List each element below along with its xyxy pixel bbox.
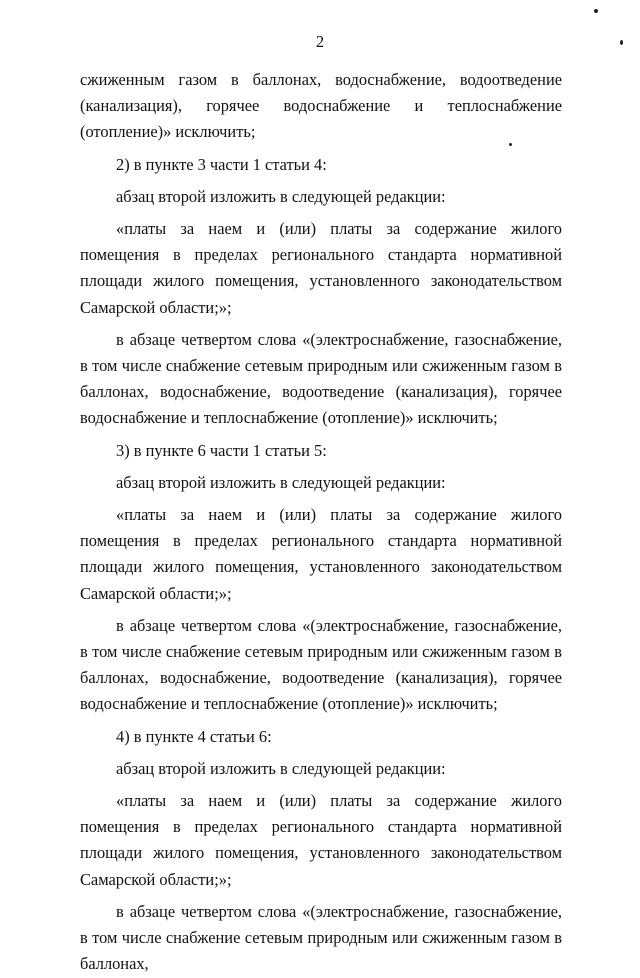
paragraph-instruction: абзац второй изложить в следующей редакции: — [116, 758, 446, 778]
page-number: 2 — [315, 32, 325, 51]
paragraph-quote: «платы за наем и (или) платы за содержание жилого помещения в пределах регионального стандарта нормативной площади жилого помещения, установленного законодательством Самарской области;»; — [80, 219, 562, 317]
paragraph-item-3: 3) в пункте 6 части 1 статьи 5: — [116, 440, 327, 460]
paragraph-quote: «платы за наем и (или) платы за содержание жилого помещения в пределах регионального стандарта нормативной площади жилого помещения, установленного законодательством Самарской области;»; — [80, 791, 562, 889]
paragraph-amendment: в абзаце четвертом слова «(электроснабжение, газоснабжение, в том числе снабжение сетевым природным или сжиженным газом в баллонах, — [80, 901, 562, 974]
paragraph-instruction: абзац второй изложить в следующей редакции: — [116, 186, 446, 206]
scan-speck-mark — [594, 9, 598, 13]
document-body — [80, 67, 562, 978]
paragraph-amendment: в абзаце четвертом слова «(электроснабжение, газоснабжение, в том числе снабжение сетевым природным или сжиженным газом в баллонах, водоснабжение, водоотведение (канализация), горячее водоснабжение и теплоснабжение (отопление)» исключить; — [80, 329, 562, 428]
paragraph-quote: «платы за наем и (или) платы за содержание жилого помещения в пределах регионального стандарта нормативной площади жилого помещения, установленного законодательством Самарской области;»; — [80, 505, 562, 603]
paragraph-item-4: 4) в пункте 4 статьи 6: — [116, 726, 272, 746]
paragraph-continuation: сжиженным газом в баллонах, водоснабжение, водоотведение (канализация), горячее водоснабжение и теплоснабжение (отопление)» исключить; — [80, 70, 562, 142]
paragraph-amendment: в абзаце четвертом слова «(электроснабжение, газоснабжение, в том числе снабжение сетевым природным или сжиженным газом в баллонах, водоснабжение, водоотведение (канализация), горячее водоснабжение и теплоснабжение (отопление)» исключить; — [80, 615, 562, 714]
paragraph-instruction: абзац второй изложить в следующей редакции: — [116, 472, 446, 492]
paragraph-item-2: 2) в пункте 3 части 1 статьи 4: — [116, 154, 327, 174]
